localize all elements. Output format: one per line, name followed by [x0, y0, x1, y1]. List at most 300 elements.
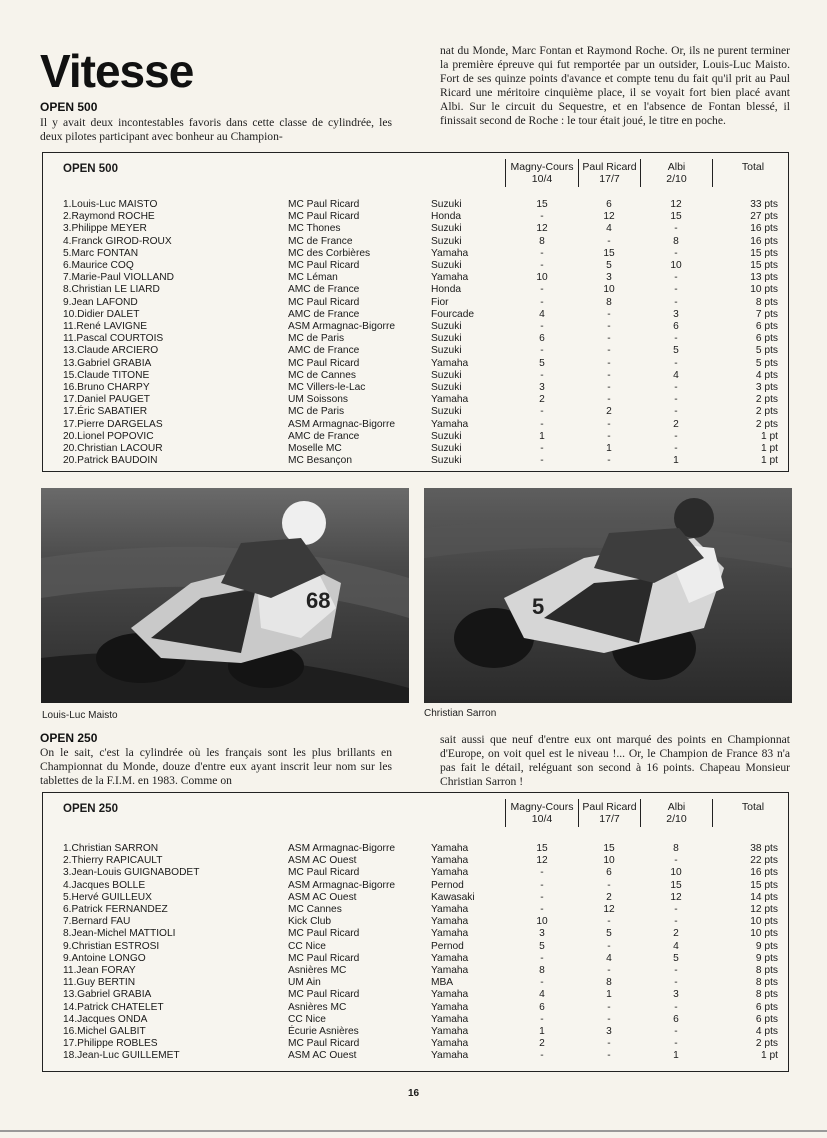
club-name: ASM AC Ouest — [288, 891, 357, 903]
points-ricard: 4 — [606, 952, 612, 964]
rider-name: 3.Jean-Louis GUIGNABODET — [63, 867, 200, 879]
motorcycle-make: Suzuki — [431, 430, 462, 442]
points-ricard: 15 — [603, 843, 615, 854]
points-ricard: - — [607, 965, 611, 976]
intro500-left-text: Il y avait deux incontestables favoris dans cette classe de cylindrée, les deux pilotes participant avec bonheur au Champion- — [40, 116, 392, 143]
motorcycle-make: Fior — [431, 296, 449, 308]
club-name: MC Paul Ricard — [288, 989, 360, 1001]
rider-name: 11.Jean FORAY — [63, 965, 136, 976]
points-albi: - — [674, 916, 678, 928]
rider-name: 11.Guy BERTIN — [63, 977, 136, 989]
column-header-ricard — [579, 161, 640, 185]
points-albi: - — [674, 1038, 678, 1050]
rider-name: 4.Jacques BOLLE — [63, 879, 146, 891]
club-name: MC Besançon — [288, 455, 352, 467]
table-row — [43, 928, 788, 940]
rider-name: 8.Jean-Michel MATTIOLI — [63, 928, 176, 940]
club-name: ASM Armagnac-Bigorre — [288, 843, 396, 854]
motorcycle-make: Suzuki — [431, 199, 462, 210]
points-ricard: 12 — [603, 904, 615, 915]
points-magny: - — [540, 211, 544, 223]
points-albi: - — [674, 394, 678, 406]
column-header-magny — [506, 161, 578, 185]
motorcycle-make: Fourcade — [431, 308, 475, 320]
club-name: MC Paul Ricard — [288, 199, 360, 210]
club-name: AMC de France — [288, 430, 360, 442]
club-name: MC des Corbières — [288, 247, 371, 259]
points-total: 3 pts — [755, 382, 778, 393]
club-name: ASM Armagnac-Bigorre — [288, 321, 396, 332]
club-name: MC Paul Ricard — [288, 211, 360, 223]
table-row — [43, 333, 788, 345]
points-albi: 2 — [673, 418, 679, 430]
points-magny: - — [540, 418, 544, 430]
table-row — [43, 1026, 788, 1038]
points-total: 9 pts — [755, 952, 778, 964]
points-ricard: - — [607, 455, 611, 467]
club-name: MC de Paris — [288, 406, 345, 418]
points-ricard: 15 — [603, 247, 615, 259]
points-total: 6 pts — [755, 333, 778, 345]
table-row — [43, 370, 788, 382]
column-divider — [712, 159, 713, 187]
points-total: 8 pts — [755, 977, 778, 989]
points-albi: - — [674, 223, 678, 235]
table-row — [43, 419, 788, 431]
points-magny: - — [540, 1050, 544, 1062]
motorcycle-make: Yamaha — [431, 952, 469, 964]
points-total: 5 pts — [755, 345, 778, 357]
intro500-right-text: nat du Monde, Marc Fontan et Raymond Roche. Or, ils ne purent terminer la première épreuve qui fut remportée par un outsider, Louis-Luc Maisto. Fort de ses quinze points d'avance et compte tenu du fait qu'il prit au Paul Ricard une méritoire cinquième place, il se voyait fort bien placé avant Albi. Sur le circuit du Sequestre, et en l'absence de Fontan blessé, il finissait second de Roche : le tour était joué, le titre en poche. — [440, 44, 790, 127]
column-header-albi — [641, 161, 712, 185]
motorcycle-make: Suzuki — [431, 223, 462, 235]
rider-name: 9.Christian ESTROSI — [63, 940, 160, 952]
table-row — [43, 965, 788, 977]
points-albi: 4 — [673, 940, 679, 952]
club-name: MC Paul Ricard — [288, 357, 360, 369]
column-header-total: Total — [741, 161, 765, 173]
photo-caption-left: Louis-Luc Maisto — [42, 710, 118, 721]
points-total: 14 pts — [750, 891, 778, 903]
points-total: 8 pts — [755, 989, 778, 1001]
points-ricard: 8 — [606, 977, 612, 989]
points-magny: - — [540, 406, 544, 418]
points-ricard: 3 — [606, 272, 612, 284]
points-magny: - — [540, 369, 544, 381]
points-magny: 5 — [539, 357, 545, 369]
table-title: OPEN 250 — [63, 803, 118, 815]
table-row — [43, 406, 788, 418]
rider-name: 8.Christian LE LIARD — [63, 284, 160, 296]
rider-name: 20.Christian LACOUR — [63, 443, 163, 454]
points-ricard: 5 — [606, 260, 612, 271]
table-row — [43, 455, 788, 467]
points-albi: - — [674, 247, 678, 259]
club-name: ASM Armagnac-Bigorre — [288, 418, 396, 430]
rider-name: 6.Patrick FERNANDEZ — [63, 904, 168, 915]
points-magny: - — [540, 345, 544, 357]
club-name: MC Cannes — [288, 904, 342, 915]
table-row — [43, 916, 788, 928]
points-total: 16 pts — [750, 235, 778, 247]
points-albi: 3 — [673, 308, 679, 320]
points-magny: - — [540, 891, 544, 903]
club-name: MC Paul Ricard — [288, 928, 360, 940]
points-total: 33 pts — [750, 199, 778, 210]
motorcycle-make: Suzuki — [431, 333, 462, 345]
table-row — [43, 211, 788, 223]
points-ricard: - — [607, 916, 611, 928]
club-name: MC Villers-le-Lac — [288, 382, 366, 393]
table-row — [43, 358, 788, 370]
points-ricard: 1 — [606, 989, 612, 1001]
points-magny: - — [540, 455, 544, 467]
club-name: Asnières MC — [288, 1001, 347, 1013]
points-magny: 6 — [539, 1001, 545, 1013]
motorcycle-make: Suzuki — [431, 369, 462, 381]
points-magny: - — [540, 247, 544, 259]
rider-name: 13.Gabriel GRABIA — [63, 357, 152, 369]
motorcycle-make: Yamaha — [431, 965, 469, 976]
points-total: 6 pts — [755, 1013, 778, 1025]
points-magny: - — [540, 904, 544, 915]
table-row — [43, 1038, 788, 1050]
points-ricard: - — [607, 879, 611, 891]
points-magny: - — [540, 443, 544, 454]
results-table-open250 — [42, 792, 789, 1072]
race-number-left: 68 — [306, 588, 331, 613]
rider-name: 17.Philippe ROBLES — [63, 1038, 158, 1050]
points-total: 4 pts — [755, 1026, 778, 1037]
points-albi: 10 — [670, 260, 682, 271]
motorcycle-make: Suzuki — [431, 443, 462, 454]
points-total: 2 pts — [755, 418, 778, 430]
points-albi: - — [674, 977, 678, 989]
motorcycle-photo-right — [424, 488, 792, 703]
points-ricard: - — [607, 345, 611, 357]
motorcycle-make: Yamaha — [431, 904, 469, 915]
rider-name: 17.Pierre DARGELAS — [63, 418, 163, 430]
table-row — [43, 843, 788, 855]
points-magny: 8 — [539, 235, 545, 247]
column-header-date: 17/7 — [599, 173, 620, 185]
results-table-open500 — [42, 152, 789, 472]
points-magny: 2 — [539, 394, 545, 406]
points-albi: - — [674, 406, 678, 418]
points-albi: 1 — [673, 1050, 679, 1062]
club-name: MC de Cannes — [288, 369, 356, 381]
motorcycle-make: Suzuki — [431, 321, 462, 332]
points-magny: - — [540, 321, 544, 332]
points-total: 6 pts — [755, 1001, 778, 1013]
points-ricard: 1 — [606, 443, 612, 454]
points-albi: - — [674, 382, 678, 393]
points-total: 4 pts — [755, 369, 778, 381]
column-header-date: 10/4 — [531, 173, 553, 185]
table-row — [43, 272, 788, 284]
table-row — [43, 394, 788, 406]
points-total: 2 pts — [755, 406, 778, 418]
points-total: 15 pts — [750, 879, 778, 891]
motorcycle-make: Yamaha — [431, 1038, 469, 1050]
motorcycle-make: Yamaha — [431, 928, 469, 940]
points-total: 2 pts — [755, 1038, 778, 1050]
points-albi: - — [674, 284, 678, 296]
column-header-date: 17/7 — [599, 813, 620, 825]
table-row — [43, 297, 788, 309]
column-header-total: Total — [741, 801, 765, 813]
points-ricard: - — [607, 940, 611, 952]
page-title: Vitesse — [40, 45, 194, 97]
points-ricard: 6 — [606, 867, 612, 879]
club-name: MC Paul Ricard — [288, 260, 360, 271]
motorcycle-make: Suzuki — [431, 235, 462, 247]
points-magny: - — [540, 977, 544, 989]
points-albi: 10 — [670, 867, 682, 879]
points-total: 16 pts — [750, 223, 778, 235]
table-row — [43, 248, 788, 260]
column-header-albi — [641, 801, 712, 825]
rider-name: 17.Daniel PAUGET — [63, 394, 151, 406]
points-albi: 5 — [673, 345, 679, 357]
table-row — [43, 941, 788, 953]
club-name: UM Soissons — [288, 394, 349, 406]
table-row — [43, 989, 788, 1001]
points-total: 27 pts — [750, 211, 778, 223]
points-ricard: - — [607, 1050, 611, 1062]
column-header-label: Albi — [667, 801, 686, 813]
rider-name: 3.Philippe MEYER — [63, 223, 147, 235]
table-row — [43, 1050, 788, 1062]
motorcycle-make: Yamaha — [431, 855, 469, 867]
club-name: MC Paul Ricard — [288, 1038, 360, 1050]
points-albi: 12 — [670, 199, 682, 210]
table-row — [43, 1014, 788, 1026]
points-magny: 15 — [536, 843, 548, 854]
points-total: 10 pts — [750, 916, 778, 928]
rider-name: 7.Marie-Paul VIOLLAND — [63, 272, 174, 284]
points-total: 8 pts — [755, 296, 778, 308]
points-albi: 3 — [673, 989, 679, 1001]
rider-name: 9.Antoine LONGO — [63, 952, 146, 964]
intro250-right-text: sait aussi que neuf d'entre eux ont marqué des points en Championnat d'Europe, on voit quel est le niveau !... Or, le Champion de France 83 n'a pas fait le détail, reléguant son second à 16 points. Chapeau Monsieur Christian Sarron ! — [440, 733, 790, 788]
points-magny: 12 — [536, 223, 548, 235]
rider-name: 14.Patrick CHATELET — [63, 1001, 164, 1013]
table-row — [43, 953, 788, 965]
rider-name: 16.Bruno CHARPY — [63, 382, 150, 393]
points-albi: - — [674, 443, 678, 454]
points-magny: 8 — [539, 965, 545, 976]
rider-name: 5.Marc FONTAN — [63, 247, 139, 259]
motorcycle-make: Kawasaki — [431, 891, 475, 903]
rider-name: 10.Didier DALET — [63, 308, 140, 320]
rider-name: 15.Claude TITONE — [63, 369, 150, 381]
column-header-ricard — [579, 801, 640, 825]
table-row — [43, 321, 788, 333]
points-total: 1 pt — [761, 455, 778, 467]
points-total: 1 pt — [761, 443, 778, 454]
section-heading-open500: OPEN 500 — [40, 100, 98, 114]
motorcycle-make: Honda — [431, 211, 462, 223]
club-name: MC Thones — [288, 223, 341, 235]
points-albi: - — [674, 333, 678, 345]
points-ricard: - — [607, 357, 611, 369]
motorcycle-make: Yamaha — [431, 1026, 469, 1037]
club-name: UM Ain — [288, 977, 321, 989]
points-total: 22 pts — [750, 855, 778, 867]
motorcycle-make: Yamaha — [431, 1001, 469, 1013]
points-magny: 10 — [536, 916, 548, 928]
rider-name: 17.Éric SABATIER — [63, 406, 148, 418]
points-magny: 1 — [539, 430, 545, 442]
club-name: CC Nice — [288, 1013, 326, 1025]
points-albi: - — [674, 1001, 678, 1013]
bottom-rule — [0, 1130, 827, 1132]
column-header-label: Paul Ricard — [582, 801, 637, 813]
points-magny: - — [540, 879, 544, 891]
column-divider — [712, 799, 713, 827]
points-ricard: 6 — [606, 199, 612, 210]
club-name: MC de Paris — [288, 333, 345, 345]
points-magny: 4 — [539, 308, 545, 320]
photo-caption-right: Christian Sarron — [424, 708, 497, 719]
rider-name: 2.Thierry RAPICAULT — [63, 855, 163, 867]
points-total: 10 pts — [750, 284, 778, 296]
points-ricard: - — [607, 321, 611, 332]
table-row — [43, 284, 788, 296]
motorcycle-make: Pernod — [431, 940, 464, 952]
table-row — [43, 260, 788, 272]
points-albi: 2 — [673, 928, 679, 940]
club-name: AMC de France — [288, 308, 360, 320]
table-row — [43, 443, 788, 455]
rider-name: 16.Michel GALBIT — [63, 1026, 146, 1037]
motorcycle-make: Yamaha — [431, 916, 469, 928]
points-ricard: 10 — [603, 855, 615, 867]
points-albi: 15 — [670, 879, 682, 891]
motorcycle-make: Suzuki — [431, 455, 462, 467]
points-albi: 8 — [673, 235, 679, 247]
club-name: MC Paul Ricard — [288, 867, 360, 879]
points-albi: 1 — [673, 455, 679, 467]
motorcycle-make: Yamaha — [431, 843, 469, 854]
club-name: MC de France — [288, 235, 353, 247]
points-albi: 6 — [673, 321, 679, 332]
points-ricard: 3 — [606, 1026, 612, 1037]
points-total: 10 pts — [750, 928, 778, 940]
points-magny: 10 — [536, 272, 548, 284]
motorcycle-make: Yamaha — [431, 272, 469, 284]
points-albi: - — [674, 296, 678, 308]
points-albi: - — [674, 272, 678, 284]
column-header-label: Magny-Cours — [510, 161, 574, 173]
points-total: 2 pts — [755, 394, 778, 406]
table-row — [43, 867, 788, 879]
points-magny: - — [540, 952, 544, 964]
photo-christian-sarron — [424, 488, 792, 703]
points-total: 1 pt — [761, 1050, 778, 1062]
points-magny: 2 — [539, 1038, 545, 1050]
table-row — [43, 904, 788, 916]
motorcycle-make: Pernod — [431, 879, 464, 891]
motorcycle-make: Yamaha — [431, 247, 469, 259]
table-row — [43, 855, 788, 867]
points-ricard: - — [607, 235, 611, 247]
points-albi: - — [674, 904, 678, 915]
rider-name: 13.Claude ARCIERO — [63, 345, 159, 357]
points-ricard: 8 — [606, 296, 612, 308]
points-total: 15 pts — [750, 247, 778, 259]
table-row — [43, 1002, 788, 1014]
points-magny: - — [540, 1013, 544, 1025]
table-row — [43, 345, 788, 357]
motorcycle-make: Suzuki — [431, 406, 462, 418]
column-header-label: Albi — [667, 161, 686, 173]
points-ricard: - — [607, 308, 611, 320]
column-header-date: 2/10 — [666, 173, 687, 185]
points-albi: 5 — [673, 952, 679, 964]
table-row — [43, 309, 788, 321]
table-row — [43, 382, 788, 394]
table-row — [43, 880, 788, 892]
points-magny: - — [540, 296, 544, 308]
points-magny: 3 — [539, 928, 545, 940]
points-magny: - — [540, 867, 544, 879]
photo-louis-luc-maisto — [41, 488, 409, 703]
column-header-date: 10/4 — [531, 813, 553, 825]
points-total: 38 pts — [750, 843, 778, 854]
points-ricard: - — [607, 333, 611, 345]
motorcycle-make: Yamaha — [431, 867, 469, 879]
motorcycle-make: Yamaha — [431, 1013, 469, 1025]
motorcycle-make: Yamaha — [431, 989, 469, 1001]
column-header-magny — [506, 801, 578, 825]
club-name: AMC de France — [288, 345, 360, 357]
club-name: Moselle MC — [288, 443, 342, 454]
rider-name: 4.Franck GIROD-ROUX — [63, 235, 172, 247]
column-header-label: Magny-Cours — [510, 801, 574, 813]
club-name: MC Léman — [288, 272, 338, 284]
points-magny: - — [540, 284, 544, 296]
rider-name: 20.Lionel POPOVIC — [63, 430, 154, 442]
club-name: CC Nice — [288, 940, 326, 952]
section-heading-open250: OPEN 250 — [40, 731, 98, 745]
points-albi: 4 — [673, 369, 679, 381]
table-row — [43, 431, 788, 443]
column-header-date: 2/10 — [666, 813, 687, 825]
points-magny: 15 — [536, 199, 548, 210]
club-name: ASM AC Ouest — [288, 855, 357, 867]
rider-name: 5.Hervé GUILLEUX — [63, 891, 152, 903]
points-albi: 6 — [673, 1013, 679, 1025]
motorcycle-make: MBA — [431, 977, 454, 989]
rider-name: 13.Gabriel GRABIA — [63, 989, 152, 1001]
motorcycle-make: Yamaha — [431, 357, 469, 369]
table-title: OPEN 500 — [63, 163, 118, 175]
points-total: 5 pts — [755, 357, 778, 369]
points-albi: 15 — [670, 211, 682, 223]
points-ricard: - — [607, 1013, 611, 1025]
club-name: Kick Club — [288, 916, 332, 928]
club-name: AMC de France — [288, 284, 360, 296]
club-name: ASM Armagnac-Bigorre — [288, 879, 396, 891]
club-name: Asnières MC — [288, 965, 347, 976]
page-number: 16 — [408, 1088, 420, 1099]
motorcycle-make: Yamaha — [431, 418, 469, 430]
rider-name: 20.Patrick BAUDOIN — [63, 455, 158, 467]
motorcycle-make: Suzuki — [431, 345, 462, 357]
points-ricard: 4 — [606, 223, 612, 235]
